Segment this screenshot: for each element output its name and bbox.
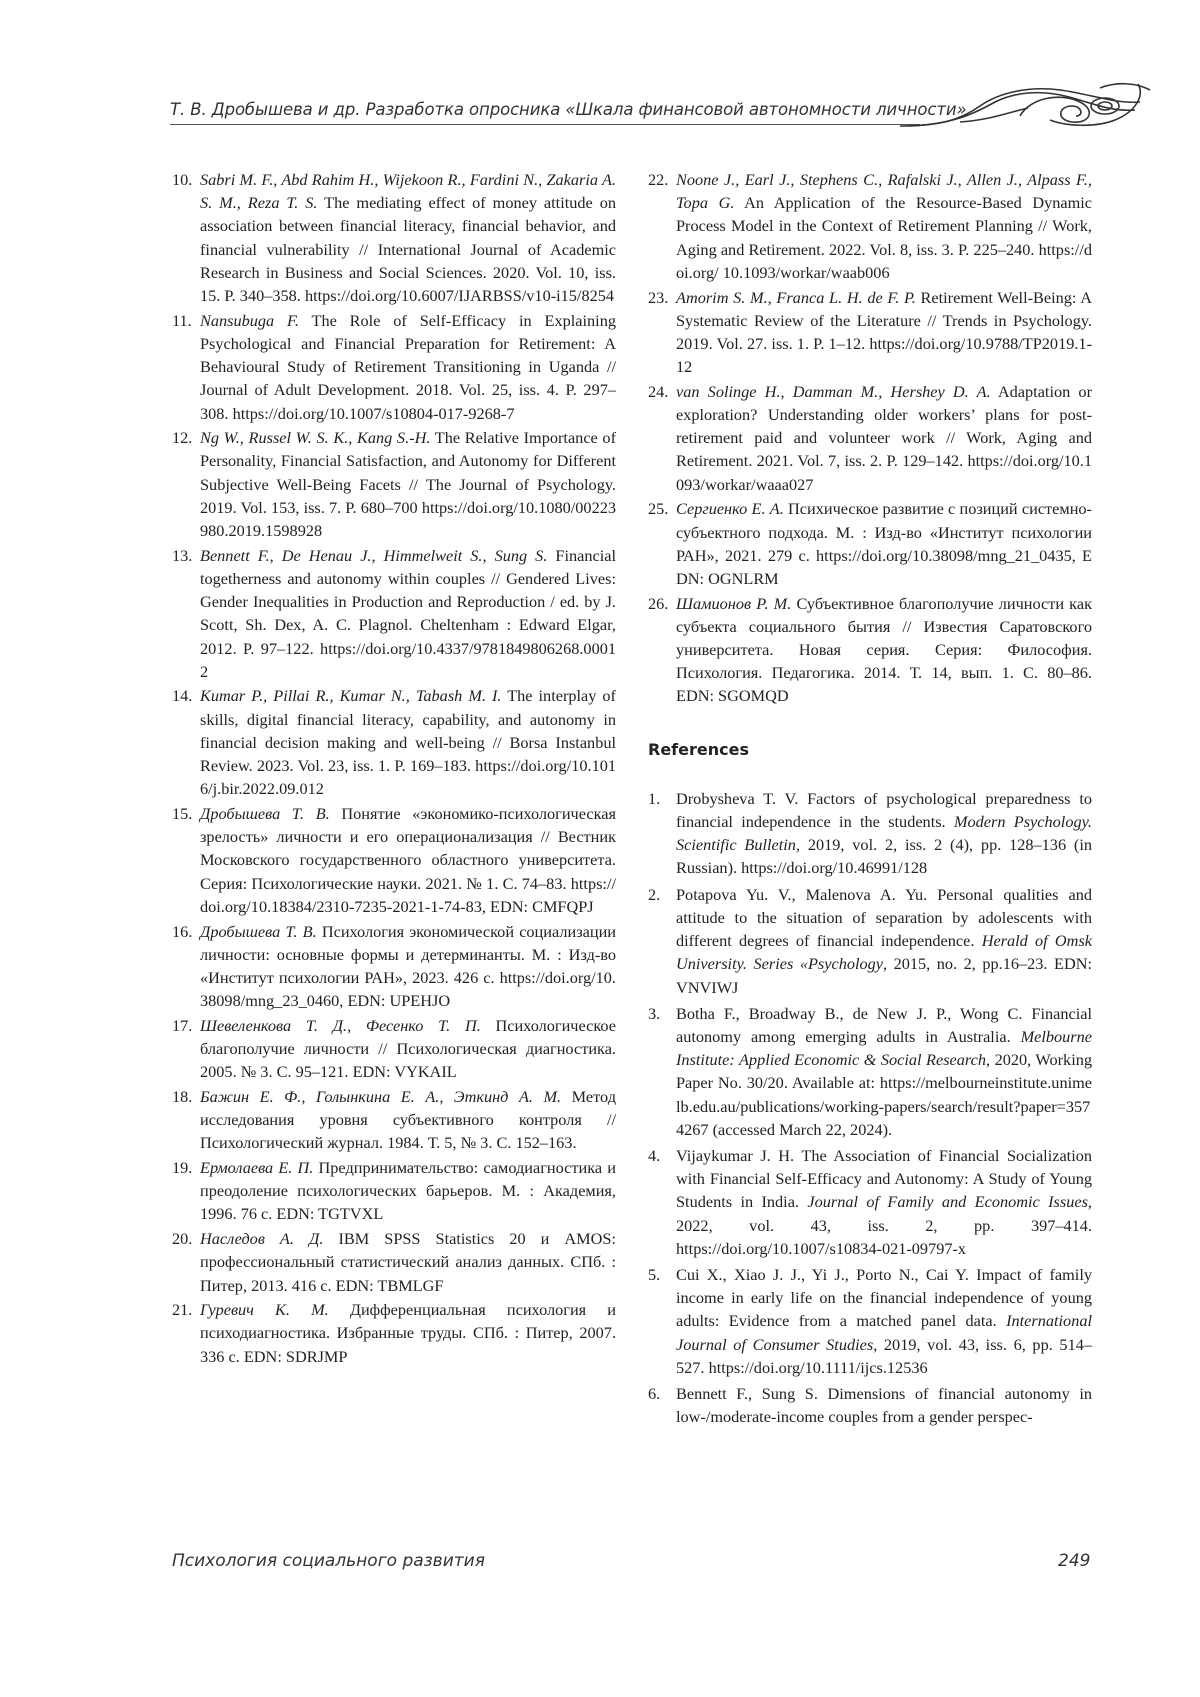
reference-text: The Relative Importance of Personality, Financial Satisfaction, and Autonomy for Different Subjective Well-Being Facets // The Journal of Psychology. 2019. Vol. 153, iss. 7. P. 680–700 xyxy=(200,428,616,517)
reference-text: Bennett F., Sung S. Dimensions of financial autonomy in low-/moderate-income couples from a gender perspec- xyxy=(676,1384,1092,1426)
reference-item xyxy=(648,1002,1092,1141)
reference-details: , 2019, vol. 43, iss. 6, pp. 514–527. https://doi.org/10.1111/ijcs.12536 xyxy=(676,1335,1092,1377)
reference-item xyxy=(648,286,1092,379)
reference-number: 24. xyxy=(648,380,668,403)
reference-item xyxy=(172,802,616,918)
reference-authors: Шамионов Р. М. xyxy=(676,594,791,613)
reference-authors: van Solinge H., Damman M., Hershey D. A. xyxy=(676,382,991,401)
reference-url[interactable]: https://doi.org/10.18384/2310-7235-2021-1-74-83, EDN: CMFQPJ xyxy=(200,874,616,916)
reference-authors: Дробышева Т. В. xyxy=(200,922,317,941)
reference-number: 17. xyxy=(172,1014,192,1037)
reference-text: Метод исследования уровня субъективного контроля // Психологический журнал. 1984. Т. 5, № 3. С. 152–163. xyxy=(200,1087,616,1152)
reference-text: Financial togetherness and autonomy within couples // Gendered Lives: Gender Inequalities in Production and Reproduction / ed. by J. Scott, Sh. Dex, A. C. Plagnol. Cheltenham : Edward Elgar, 2012. P. 97–122. xyxy=(200,546,616,658)
reference-text: An Application of the Resource-Based Dynamic Process Model in the Context of Retirement Planning // Work, Aging and Retirement. 2022. Vol. 8, iss. 3. P. 225–240. xyxy=(676,193,1092,258)
reference-text: Retirement Well-Being: A Systematic Review of the Literature // Trends in Psychology. 2019. Vol. 27. iss. 1. P. 1–12. xyxy=(676,288,1092,353)
reference-number: 1. xyxy=(648,787,660,810)
reference-number: 5. xyxy=(648,1263,660,1286)
reference-authors: Sabri M. F., Abd Rahim H., Wijekoon R., Fardini N., Zakaria A. S. M., Reza T. S. xyxy=(200,170,616,212)
right-column xyxy=(648,168,1092,1431)
reference-details: , 2019, vol. 2, iss. 2 (4), pp. 128–136 (in Russian). https://doi.org/10.46991/128 xyxy=(676,835,1092,877)
reference-text: IBM SPSS Statistics 20 и AMOS: профессиональный статистический анализ данных. СПб. : Питер, 2013. 416 с. EDN: TBMLGF xyxy=(200,1229,616,1294)
reference-text: The Role of Self-Efficacy in Explaining Psychological and Financial Preparation for Retirement: A Behavioural Study of Retirement Transitioning in Uganda // Journal of Adult Development. 2018. Vol. 25, iss. 4. P. 297–308. xyxy=(200,311,616,423)
reference-text: Психологическое благополучие личности // Психологическая диагностика. 2005. № 3. С. 95–121. EDN: VYKAIL xyxy=(200,1016,616,1081)
reference-authors: Bennett F., De Henau J., Himmelweit S., Sung S. xyxy=(200,546,547,565)
reference-text: Adaptation or exploration? Understanding older workers’ plans for post-retirement paid and volunteer work // Work, Aging and Retirement. 2021. Vol. 7, iss. 2. P. 129–142. xyxy=(676,382,1092,471)
reference-number: 18. xyxy=(172,1085,192,1108)
reference-url[interactable]: https://doi.org/10.9788/TP2019.1-12 xyxy=(676,334,1092,376)
reference-number: 6. xyxy=(648,1382,660,1405)
reference-details: , 2015, no. 2, pp.16–23. EDN: VNVIWJ xyxy=(676,954,1092,996)
reference-item xyxy=(172,684,616,800)
reference-number: 11. xyxy=(172,309,192,332)
page-number: 249 xyxy=(1058,1551,1090,1571)
reference-number: 23. xyxy=(648,286,668,309)
reference-url[interactable]: https://doi.org/10.38098/mng_23_0460, EDN: UPEHJO xyxy=(200,968,616,1010)
reference-item xyxy=(172,168,616,307)
reference-authors: Noone J., Earl J., Stephens C., Rafalski J., Allen J., Alpass F., Topa G. xyxy=(676,170,1092,212)
references-heading: References xyxy=(648,738,1092,761)
reference-item xyxy=(172,1014,616,1084)
reference-item xyxy=(172,309,616,425)
reference-text: Drobysheva T. V. Factors of psychological preparedness to financial independence in the students. xyxy=(676,789,1092,831)
reference-details: , 2022, vol. 43, iss. 2, pp. 397–414. https://doi.org/10.1007/s10834-021-09797-x xyxy=(676,1192,1092,1257)
reference-authors: Ермолаева Е. П. xyxy=(200,1158,313,1177)
reference-item xyxy=(648,380,1092,496)
reference-item xyxy=(172,544,616,683)
reference-number: 19. xyxy=(172,1156,192,1179)
reference-text: Психология экономической социализации личности: основные формы и детерминанты. М. : Изд-во «Институт психологии РАН», 2023. 426 с. xyxy=(200,922,616,987)
reference-item xyxy=(648,883,1092,999)
reference-url[interactable]: https://doi.org/10.4337/9781849806268.00012 xyxy=(200,639,616,681)
reference-item xyxy=(172,1298,616,1368)
reference-authors: Дробышева Т. В. xyxy=(200,804,330,823)
reference-url[interactable]: https://doi.org/10.1007/s10804-017-9268-7 xyxy=(233,404,515,423)
reference-item xyxy=(172,426,616,542)
reference-source: Melbourne Institute: Applied Economic & Social Research xyxy=(676,1027,1092,1069)
reference-item xyxy=(172,1227,616,1297)
reference-number: 14. xyxy=(172,684,192,707)
reference-number: 26. xyxy=(648,592,668,615)
reference-item xyxy=(172,1156,616,1226)
reference-item xyxy=(648,168,1092,284)
ornament-icon xyxy=(900,76,1160,138)
reference-text: Дифференциальная психология и психодиагностика. Избранные труды. СПб. : Питер, 2007. 336 с. EDN: SDRJMP xyxy=(200,1300,616,1365)
reference-text: The interplay of skills, digital financial literacy, capability, and autonomy in financial decision making and well-being // Borsa Instanbul Review. 2023. Vol. 23, iss. 1. P. 169–183. xyxy=(200,686,616,775)
reference-authors: Amorim S. M., Franca L. H. de F. P. xyxy=(676,288,916,307)
reference-source: Journal of Family and Economic Issues xyxy=(807,1192,1088,1211)
reference-item xyxy=(648,497,1092,590)
reference-item xyxy=(172,1085,616,1155)
reference-number: 2. xyxy=(648,883,660,906)
reference-authors: Бажин Е. Ф., Голынкина Е. А., Эткинд А. М. xyxy=(200,1087,561,1106)
reference-number: 13. xyxy=(172,544,192,567)
reference-number: 16. xyxy=(172,920,192,943)
reference-url[interactable]: https://doi.org/ 10.1093/workar/waab006 xyxy=(676,240,1092,282)
reference-text: Vijaykumar J. H. The Association of Financial Socialization with Financial Self-Efficacy and Autonomy: A Study of Young Students in India. xyxy=(676,1146,1092,1211)
reference-number: 20. xyxy=(172,1227,192,1250)
reference-number: 22. xyxy=(648,168,668,191)
reference-number: 21. xyxy=(172,1298,192,1321)
reference-number: 10. xyxy=(172,168,192,191)
reference-item xyxy=(648,787,1092,880)
footer-journal-title: Психология социального развития xyxy=(172,1551,485,1571)
reference-item xyxy=(648,1263,1092,1379)
reference-url[interactable]: https://doi.org/10.1080/00223980.2019.1598928 xyxy=(200,498,616,540)
reference-number: 15. xyxy=(172,802,192,825)
reference-authors: Nansubuga F. xyxy=(200,311,299,330)
reference-source: Herald of Omsk University. Series «Psychology xyxy=(676,931,1092,973)
left-column xyxy=(172,168,616,1369)
reference-source: Modern Psychology. Scientific Bulletin xyxy=(676,812,1092,854)
reference-authors: Наследов А. Д. xyxy=(200,1229,323,1248)
reference-authors: Шевеленкова Т. Д., Фесенко Т. П. xyxy=(200,1016,481,1035)
references-list xyxy=(648,787,1092,1428)
reference-text: Potapova Yu. V., Malenova A. Yu. Personal qualities and attitude to the situation of separation by adolescents with different degrees of financial independence. xyxy=(676,885,1092,950)
reference-number: 4. xyxy=(648,1144,660,1167)
reference-number: 3. xyxy=(648,1002,660,1025)
reference-item xyxy=(172,920,616,1013)
reference-url[interactable]: https://doi.org/10.38098/mng_21_0435, EDN: OGNLRM xyxy=(676,546,1092,588)
reference-url[interactable]: https://doi.org/10.6007/IJARBSS/v10-i15/8254 xyxy=(305,286,614,305)
reference-text: Субъективное благополучие личности как субъекта социального бытия // Известия Саратовского университета. Новая серия. Серия: Философия. Психология. Педагогика. 2014. Т. 14, вып. 1. С. 80–86. EDN: SGOMQD xyxy=(676,594,1092,706)
reference-text: The mediating effect of money attitude on association between financial literacy, financial behavior, and financial vulnerability // International Journal of Academic Research in Business and Social Sciences. 2020. Vol. 10, iss. 15. P. 340–358. xyxy=(200,193,616,305)
reference-authors: Kumar P., Pillai R., Kumar N., Tabash M. I. xyxy=(200,686,501,705)
running-title: Т. В. Дробышева и др. Разработка опросника «Шкала финансовой автономности личности» xyxy=(170,100,967,119)
reference-source: International Journal of Consumer Studies xyxy=(676,1311,1092,1353)
reference-details: , 2020, Working Paper No. 30/20. Available at: https://melbourneinstitute.unimelb.edu.au/publications/working-papers/search/result?paper=3574267 (accessed March 22, 2024). xyxy=(676,1050,1092,1139)
reference-url[interactable]: https://doi.org/10.1016/j.bir.2022.09.012 xyxy=(200,756,616,798)
header-rule xyxy=(170,124,920,125)
reference-authors: Гуревич К. М. xyxy=(200,1300,329,1319)
reference-authors: Сергиенко Е. А. xyxy=(676,499,784,518)
reference-number: 25. xyxy=(648,497,668,520)
reference-number: 12. xyxy=(172,426,192,449)
reference-text: Понятие «экономико-психологическая зрелость» личности и его операционализация // Вестник Московского государственного областного университета. Серия: Психологические науки. 2021. № 1. С. 74–83. xyxy=(200,804,616,893)
reference-authors: Ng W., Russel W. S. K., Kang S.-H. xyxy=(200,428,430,447)
reference-text: Предпринимательство: самодиагностика и преодоление психологических барьеров. М. : Академия, 1996. 76 с. EDN: TGTVXL xyxy=(200,1158,616,1223)
reference-url[interactable]: https://doi.org/10.1093/workar/waaa027 xyxy=(676,451,1092,493)
reference-text: Cui X., Xiao J. J., Yi J., Porto N., Cai Y. Impact of family income in early life on the financial independence of young adults: Evidence from a matched panel data. xyxy=(676,1265,1092,1330)
reference-item xyxy=(648,1144,1092,1260)
reference-item xyxy=(648,592,1092,708)
reference-text: Психическое развитие с позиций системно-субъектного подхода. М. : Изд-во «Институт психологии РАН», 2021. 279 с. xyxy=(676,499,1092,564)
reference-item xyxy=(648,1382,1092,1428)
reference-text: Botha F., Broadway B., de New J. P., Wong C. Financial autonomy among emerging adults in Australia. xyxy=(676,1004,1092,1046)
